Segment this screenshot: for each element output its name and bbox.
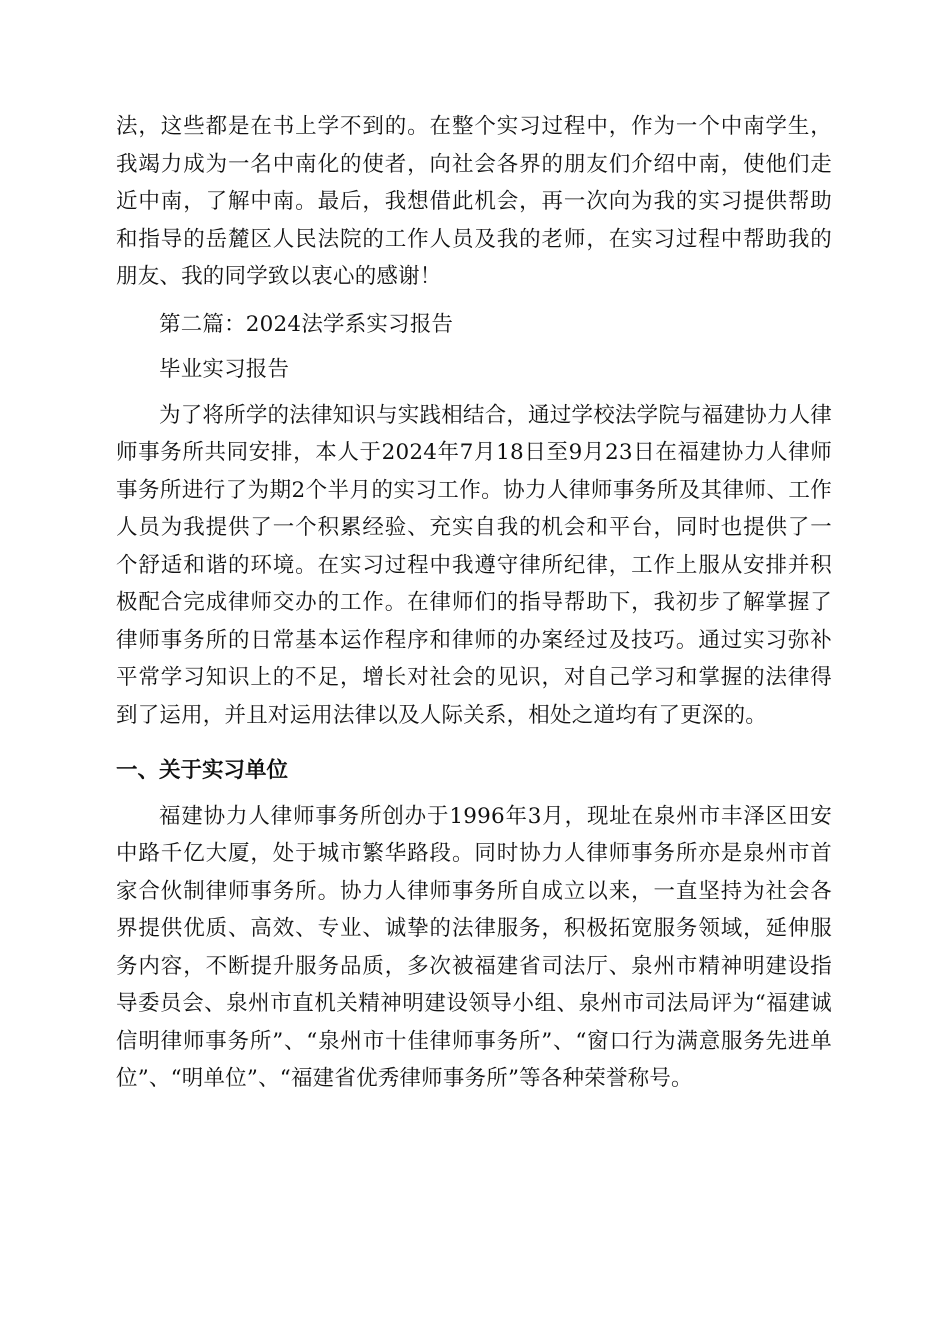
paragraph-continuation: 法，这些都是在书上学不到的。在整个实习过程中，作为一个中南学生，我竭力成为一名中南化的使者，向社会各界的朋友们介绍中南，使他们走近中南，了解中南。最后，我想借此机会，再一次向为我的实习提供帮助和指导的岳麓区人民法院的工作人员及我的老师，在实习过程中帮助我的朋友、我的同学致以衷心的感谢！ (116, 114, 832, 289)
section-heading-internship-unit: 一、关于实习单位 (116, 758, 289, 783)
paragraph-law-firm-description: 福建协力人律师事务所创办于1996年3月，现址在泉州市丰泽区田安中路千亿大厦，处于城市繁华路段。同时协力人律师事务所亦是泉州市首家合伙制律师事务所。协力人律师事务所自成立以来，一直坚持为社会各界提供优质、高效、专业、诚挚的法律服务，积极拓宽服务领域，延伸服务内容，不断提升服务品质，多次被福建省司法厅、泉州市精神明建设指导委员会、泉州市直机关精神明建设领导小组、泉州市司法局评为“福建诚信明律师事务所”、“泉州市十佳律师事务所”、“窗口行为满意服务先进单位”、“明单位”、“福建省优秀律师事务所”等各种荣誉称号。 (116, 803, 832, 1091)
report-title: 毕业实习报告 (159, 357, 290, 382)
document-body (116, 108, 832, 1098)
paragraph-internship-overview: 为了将所学的法律知识与实践相结合，通过学校法学院与福建协力人律师事务所共同安排，本人于2024年7月18日至9月23日在福建协力人律师事务所进行了为期2个半月的实习工作。协力人律师事务所及其律师、工作人员为我提供了一个积累经验、充实自我的机会和平台，同时也提供了一个舒适和谐的环境。在实习过程中我遵守律所纪律，工作上服从安排并积极配合完成律师交办的工作。在律师们的指导帮助下，我初步了解掌握了律师事务所的日常基本运作程序和律师的办案经过及技巧。通过实习弥补平常学习知识上的不足，增长对社会的见识，对自己学习和掌握的法律得到了运用，并且对运用法律以及人际关系，相处之道均有了更深的。 (116, 402, 832, 728)
part-title: 第二篇：2024法学系实习报告 (159, 311, 454, 337)
